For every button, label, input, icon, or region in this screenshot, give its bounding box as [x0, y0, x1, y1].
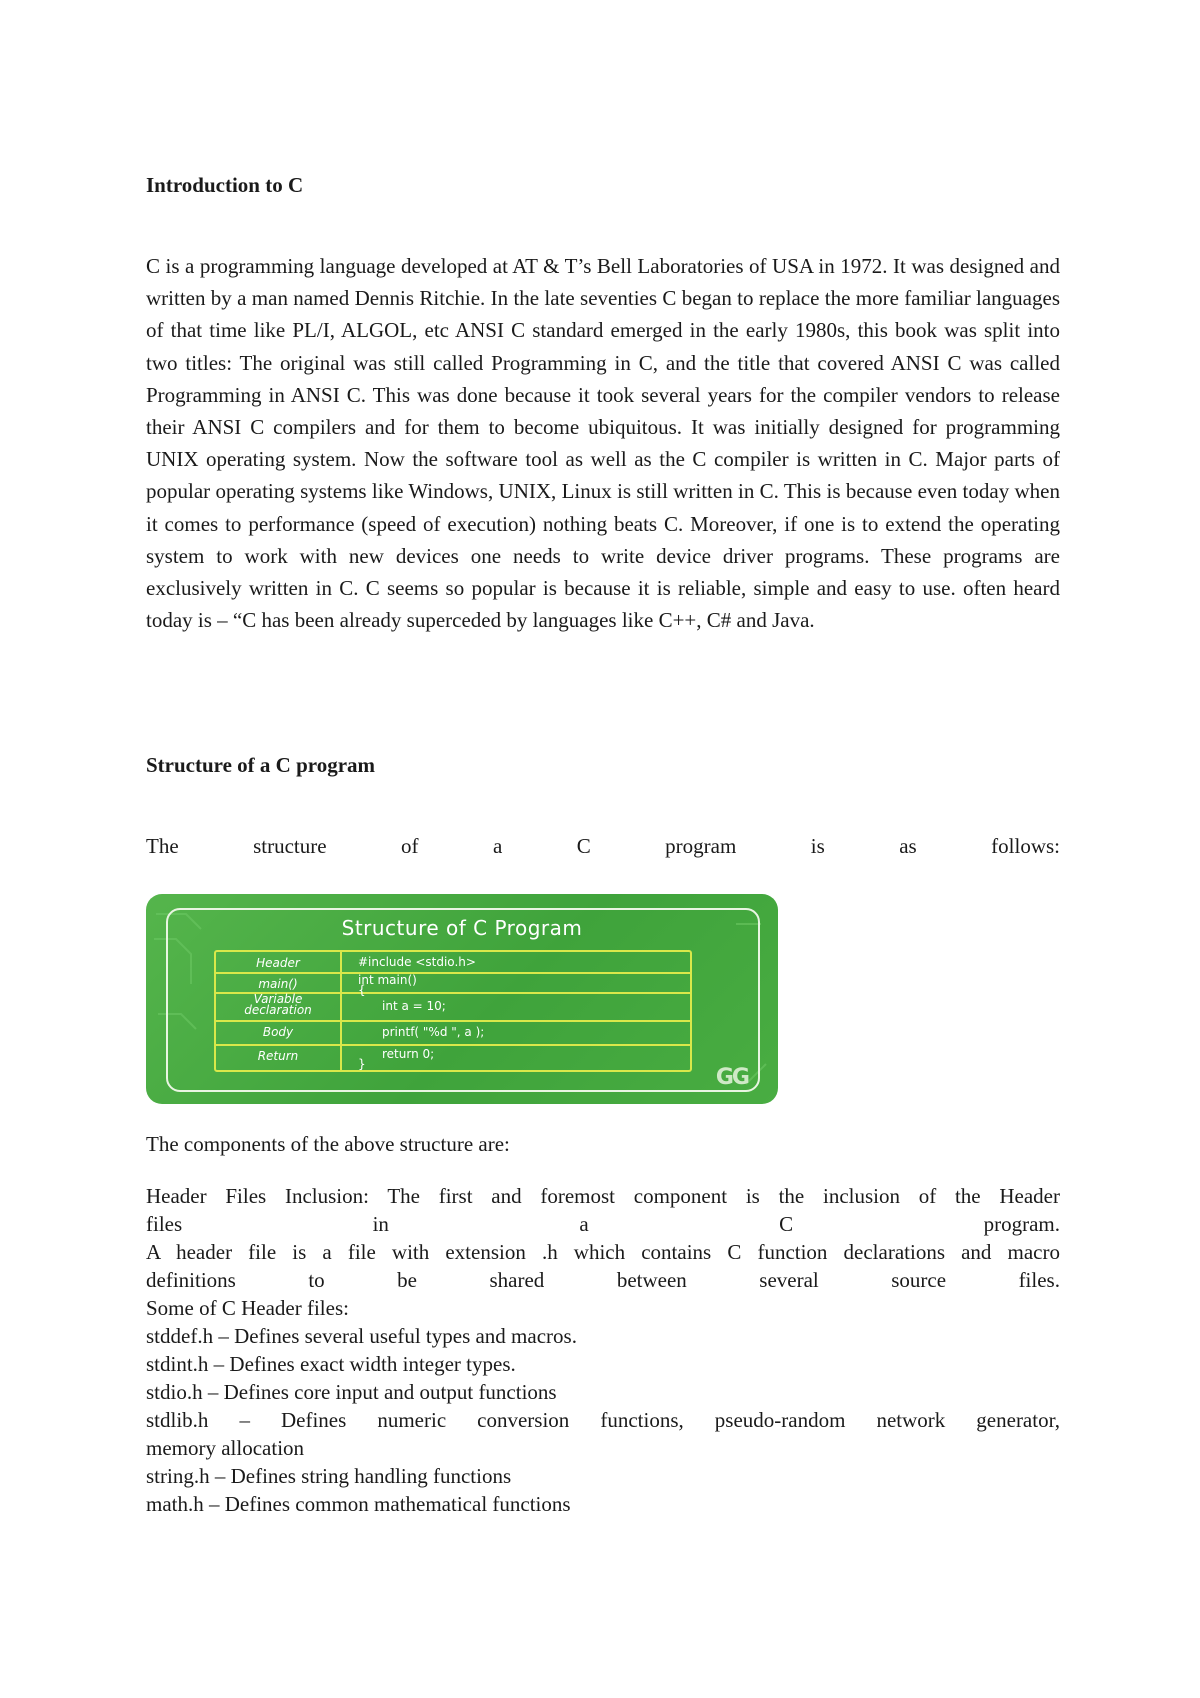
table-divider [340, 952, 342, 1070]
header-item: stdlib.h – Defines numeric conversion functions, pseudo-random network generator, [146, 1408, 1060, 1432]
word: of [401, 834, 419, 858]
header-line-4 [146, 1266, 1060, 1294]
header-item: stdio.h – Defines core input and output functions [146, 1380, 557, 1404]
word: program [665, 834, 737, 858]
gg-logo: GG [715, 1065, 748, 1090]
word: a [492, 834, 503, 858]
table-rule [216, 1044, 690, 1046]
code-close-brace: } [358, 1057, 366, 1071]
code-var: int a = 10; [382, 999, 446, 1013]
header-item: math.h – Defines common mathematical functions [146, 1492, 571, 1516]
table-rule [216, 1020, 690, 1022]
header-item: string.h – Defines string handling functions [146, 1464, 512, 1488]
word: files. [1018, 1268, 1060, 1292]
header-line-3: A header file is a file with extension .h which contains C function declarations and macro [146, 1240, 1060, 1264]
word: shared [489, 1268, 545, 1292]
label-variable-declaration: Variable declaration [244, 992, 312, 1017]
code-open-brace: { [358, 983, 366, 997]
structure-intro-line [146, 833, 1060, 859]
word: be [397, 1268, 417, 1292]
word: program. [983, 1212, 1060, 1236]
header-line-1: Header Files Inclusion: The first and foremost component is the inclusion of the Header [146, 1184, 1060, 1208]
word: files [146, 1212, 183, 1236]
word: C [779, 1212, 794, 1236]
header-item: stdint.h – Defines exact width integer types. [146, 1352, 516, 1376]
word: several [759, 1268, 819, 1292]
header-files-section [146, 1182, 1060, 1518]
word: structure [253, 834, 327, 858]
header-line-5: Some of C Header files: [146, 1296, 349, 1320]
label-return: Return [257, 1049, 299, 1063]
figure-title: Structure of C Program [341, 916, 583, 940]
structure-figure [146, 894, 778, 1104]
header-line-2 [146, 1210, 1060, 1238]
word: follows: [991, 834, 1060, 858]
components-intro: The components of the above structure are: [146, 1132, 510, 1156]
intro-paragraph: C is a programming language developed at AT & T’s Bell Laboratories of USA in 1972. It was designed and written by a man named Dennis Ritchie. In the late seventies C began to replace the more familiar languages of that time like PL/I, ALGOL, etc ANSI C standard emerged in the early 1980s, this book was split into two titles: The original was still called Programming in C, and the title that covered ANSI C was called Programming in ANSI C. This was done because it took several years for the compiler vendors to release their ANSI C compilers and for them to become ubiquitous. It was initially designed for programming UNIX operating system. Now the software tool as well as the C compiler is written in C. Major parts of popular operating systems like Windows, UNIX, Linux is still written in C. This is because even today when it comes to performance (speed of execution) nothing beats C. Moreover, if one is to extend the operating system to work with new devices one needs to write device driver programs. These programs are exclusively written in C. C seems so popular is because it is reliable, simple and easy to use. often heard today is – “C has been already superceded by languages like C++, C# and Java. [146, 254, 1060, 633]
code-body: printf( "%d ", a ); [382, 1025, 485, 1039]
code-return: return 0; [382, 1047, 435, 1061]
code-main: int main() [358, 973, 417, 987]
word: C [576, 834, 591, 858]
header-item: stddef.h – Defines several useful types and macros. [146, 1324, 577, 1348]
word: a [579, 1212, 589, 1236]
word: in [372, 1212, 389, 1236]
label-header: Header [256, 956, 300, 970]
label-main: main() [258, 977, 298, 991]
word: source [891, 1268, 947, 1292]
label-body: Body [262, 1025, 294, 1039]
table-rule [216, 972, 690, 974]
word: definitions [146, 1268, 236, 1292]
structure-heading: Structure of a C program [146, 753, 376, 777]
word: to [308, 1268, 325, 1292]
intro-heading: Introduction to C [146, 173, 304, 197]
word: between [616, 1268, 687, 1292]
structure-table [214, 950, 692, 1072]
word: The [146, 834, 179, 858]
code-include: #include <stdio.h> [358, 955, 476, 969]
word: is [810, 834, 825, 858]
header-item: memory allocation [146, 1436, 305, 1460]
word: as [899, 834, 917, 858]
